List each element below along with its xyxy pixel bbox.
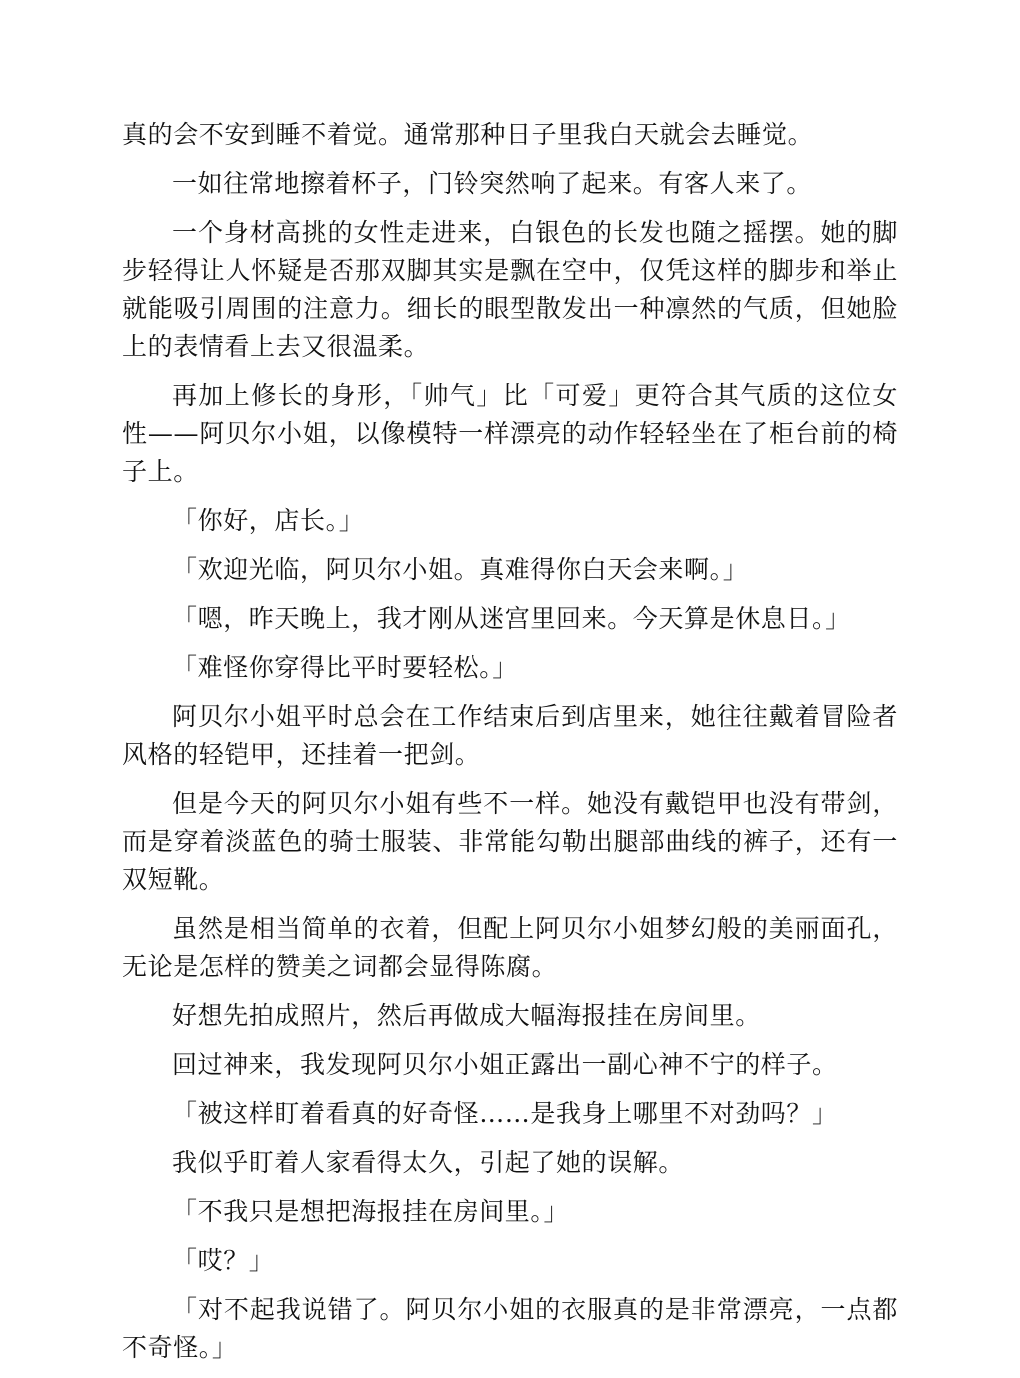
paragraph: 阿贝尔小姐平时总会在工作结束后到店里来，她往往戴着冒险者风格的轻铠甲，还挂着一把剑。 — [122, 702, 898, 769]
paragraph: 再加上修长的身形，「帅气」比「可爱」更符合其气质的这位女性——阿贝尔小姐，以像模特一样漂亮的动作轻轻坐在了柜台前的椅子上。 — [122, 381, 898, 486]
dialogue-line: 「哎？」 — [172, 1246, 275, 1275]
dialogue-line: 「被这样盯着看真的好奇怪……是我身上哪里不对劲吗？」 — [172, 1099, 838, 1128]
paragraph: 回过神来，我发现阿贝尔小姐正露出一副心神不宁的样子。 — [172, 1050, 838, 1079]
paragraph: 但是今天的阿贝尔小姐有些不一样。她没有戴铠甲也没有带剑，而是穿着淡蓝色的骑士服装、非常能勾勒出腿部曲线的裤子，还有一双短靴。 — [122, 789, 898, 894]
dialogue-line: 「难怪你穿得比平时要轻松。」 — [172, 653, 518, 682]
dialogue-line: 「嗯，昨天晚上，我才刚从迷宫里回来。今天算是休息日。」 — [172, 604, 851, 633]
dialogue-line: 「你好，店长。」 — [172, 506, 365, 535]
dialogue-line: 「不我只是想把海报挂在房间里。」 — [172, 1197, 570, 1226]
paragraph: 虽然是相当简单的衣着，但配上阿贝尔小姐梦幻般的美丽面孔，无论是怎样的赞美之词都会显得陈腐。 — [122, 914, 898, 981]
paragraph: 一个身材高挑的女性走进来，白银色的长发也随之摇摆。她的脚步轻得让人怀疑是否那双脚其实是飘在空中，仅凭这样的脚步和举止就能吸引周围的注意力。细长的眼型散发出一种凛然的气质，但她脸上的表情看上去又很温柔。 — [122, 218, 898, 361]
paragraph: 一如往常地擦着杯子，门铃突然响了起来。有客人来了。 — [172, 169, 813, 198]
paragraph: 好想先拍成照片，然后再做成大幅海报挂在房间里。 — [172, 1001, 761, 1030]
paragraph: 真的会不安到睡不着觉。通常那种日子里我白天就会去睡觉。 — [122, 120, 814, 149]
dialogue-line: 「欢迎光临，阿贝尔小姐。真难得你白天会来啊。」 — [172, 555, 749, 584]
document-page — [122, 116, 898, 1378]
paragraph: 我似乎盯着人家看得太久，引起了她的误解。 — [172, 1148, 685, 1177]
dialogue-line: 「对不起我说错了。阿贝尔小姐的衣服真的是非常漂亮，一点都不奇怪。」 — [122, 1295, 898, 1362]
